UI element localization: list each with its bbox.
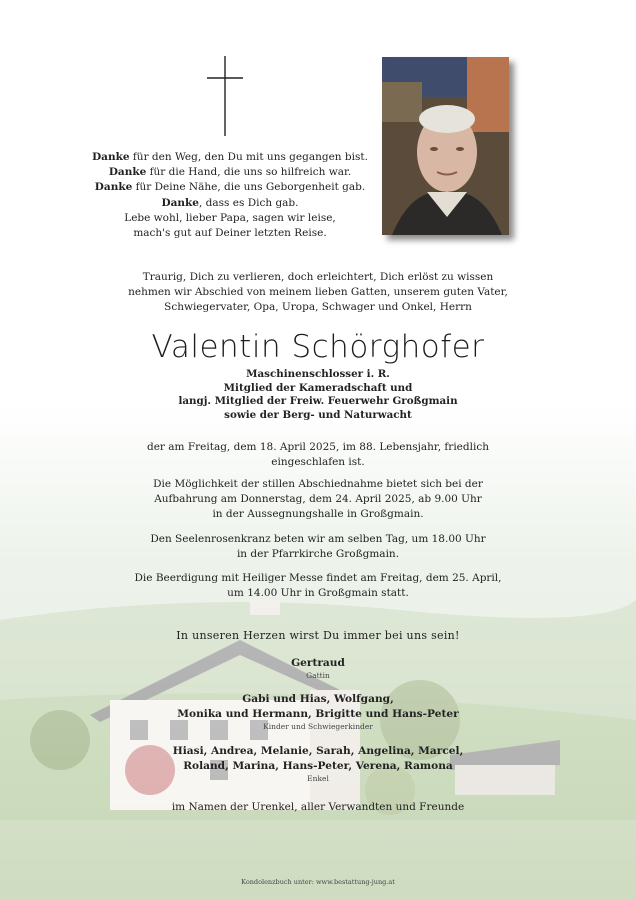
deceased-name: Valentin Schörghofer xyxy=(151,329,485,365)
poem-line: mach's gut auf Deiner letzten Reise. xyxy=(133,227,327,240)
death-notice: der am Freitag, dem 18. April 2025, im 88. Lebensjahr, friedlich eingeschlafen ist. xyxy=(147,441,489,469)
poem-line: Lebe wohl, lieber Papa, sagen wir leise, xyxy=(124,211,336,224)
poem-line: Danke für die Hand, die uns so hilfreich war. xyxy=(108,166,352,179)
viewing-info: Die Möglichkeit der stillen Abschiednahme bietet sich bei der Aufbahrung am Donnerstag, dem 24. April 2025, ab 9.00 Uhr in der Aussegnungshalle in Großgmain. xyxy=(153,478,483,521)
poem xyxy=(70,150,390,241)
poem-line: Danke für Deine Nähe, die uns Geborgenheit gab. xyxy=(94,181,366,194)
mourner-children: Gabi und Hias, Wolfgang, Monika und Hermann, Brigitte und Hans-Peter Kinder und Schwiegerkinder xyxy=(177,693,459,731)
poem-line: Danke, dass es Dich gab. xyxy=(161,196,299,209)
footer-condolence: Kondolenzbuch unter: www.bestattung-jung.at xyxy=(241,878,395,886)
portrait-photo xyxy=(382,57,509,235)
poem-line: Danke für den Weg, den Du mit uns gegangen bist. xyxy=(92,151,368,163)
closing-line: im Namen der Urenkel, aller Verwandten und Freunde xyxy=(171,801,465,813)
rosary-info: Den Seelenrosenkranz beten wir am selben Tag, um 18.00 Uhr in der Pfarrkirche Großgmain. xyxy=(150,533,486,561)
motto: In unseren Herzen wirst Du immer bei uns sein! xyxy=(176,629,460,642)
funeral-info: Die Beerdigung mit Heiliger Messe findet am Freitag, dem 25. April, um 14.00 Uhr in Großgmain statt. xyxy=(134,572,502,600)
intro-text: Traurig, Dich zu verlieren, doch erleichtert, Dich erlöst zu wissen nehmen wir Abschied von meinem lieben Gatten, unserem guten Vater, Schwiegervater, Opa, Uropa, Schwager und Onkel, Herrn xyxy=(128,271,508,314)
deceased-roles: Maschinenschlosser i. R. Mitglied der Kameradschaft und langj. Mitglied der Freiw. Feuerwehr Großgmain sowie der Berg- und Naturwacht xyxy=(178,368,458,421)
mourner-wife: Gertraud Gattin xyxy=(291,657,345,680)
mourner-grandchildren: Hiasi, Andrea, Melanie, Sarah, Angelina, Marcel, Roland, Marina, Hans-Peter, Verena, Ramona Enkel xyxy=(172,745,464,783)
cross-icon xyxy=(205,56,245,136)
